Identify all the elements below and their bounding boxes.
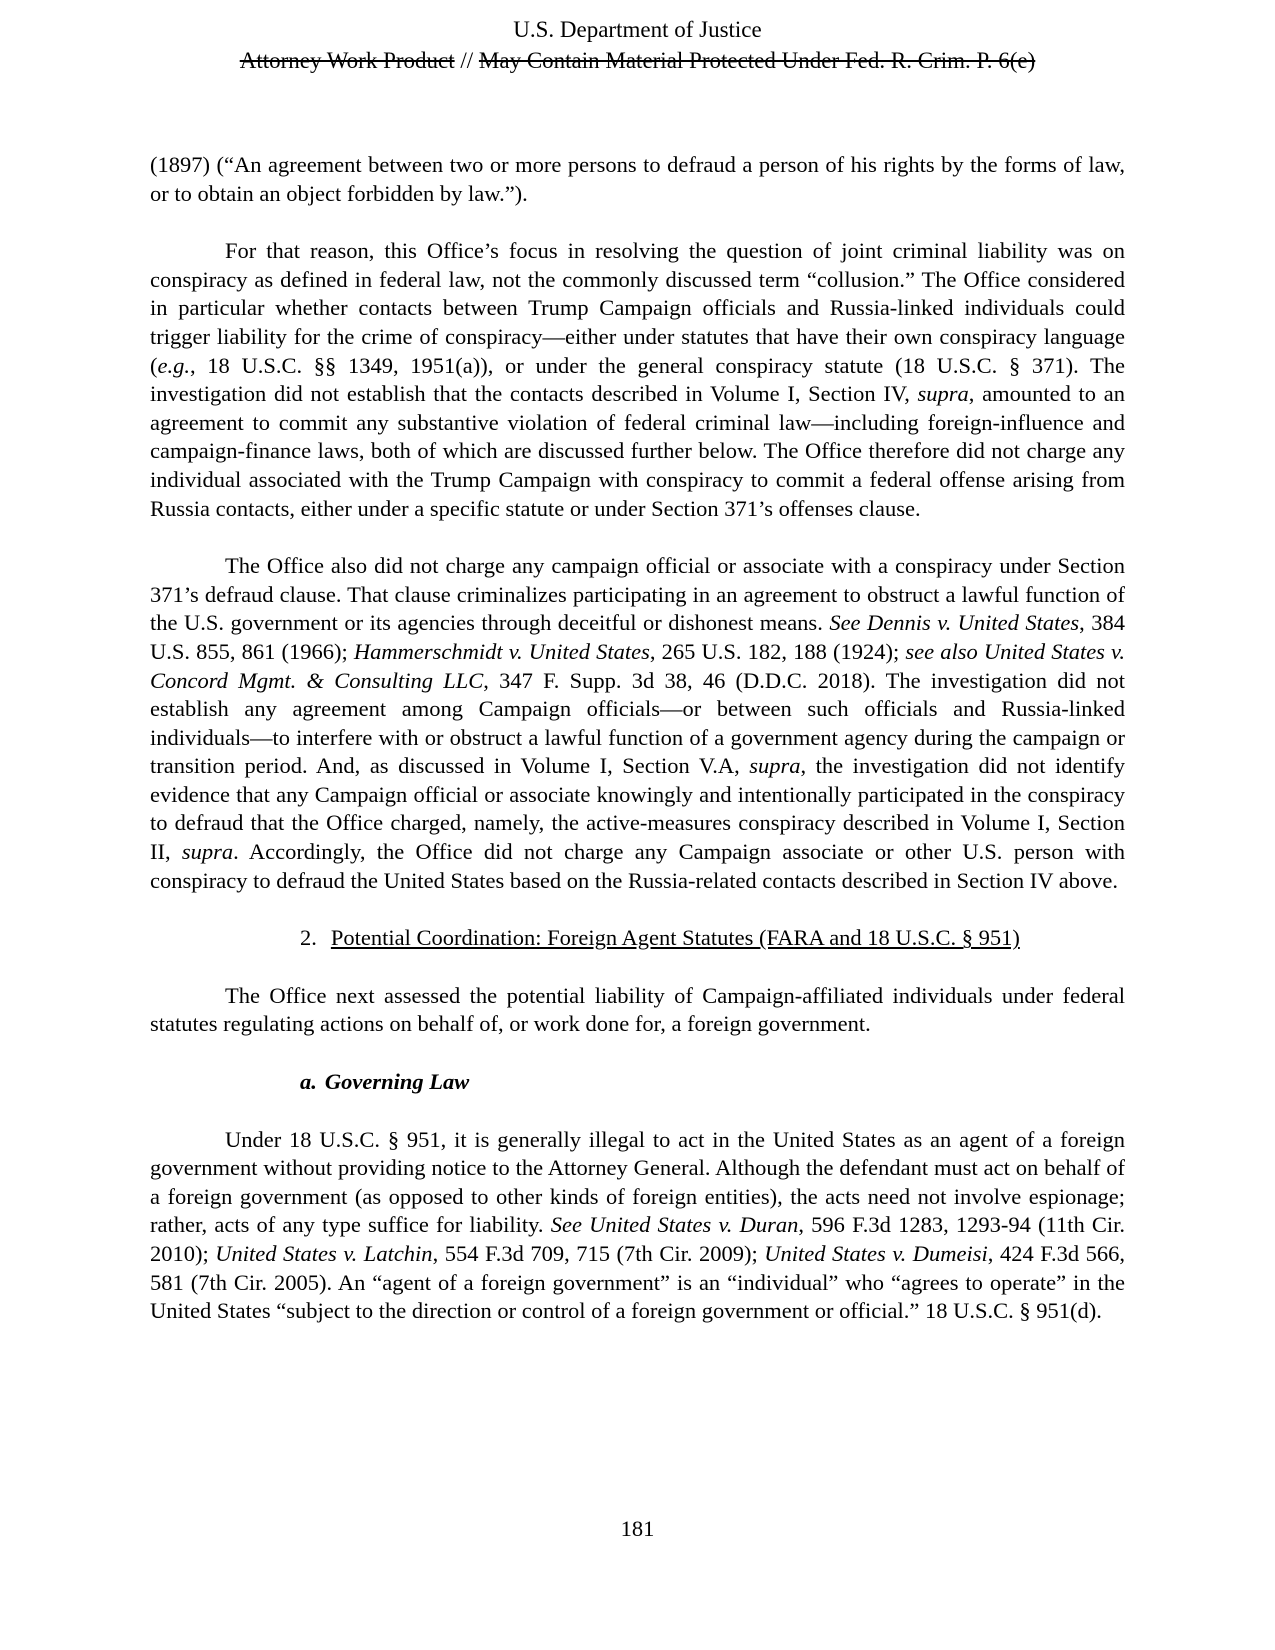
italic-run: supra <box>181 839 234 865</box>
subsection-heading-a <box>150 1068 1125 1097</box>
text-run: , 18 U.S.C. §§ 1349, 1951(a)), or under the general conspiracy statute (18 U.S.C. § 371). The investigation did not establish that the contacts described in Volume I, Section IV, <box>150 352 1125 407</box>
page-number: 181 <box>620 1516 655 1541</box>
text-run: For that reason, this Office’s focus in resolving the question of joint criminal liability was on conspiracy as defined in federal law, not the commonly discussed term “collusion.” The Office considered in particular whether contacts between Trump Campaign officials and Russia-linked individuals could trigger liability for the crime of conspiracy—either under statutes that have their own conspiracy language ( <box>150 238 1125 378</box>
paragraph-defraud-clause <box>150 552 1125 895</box>
text-run: , 424 F.3d 566, 581 (7th Cir. 2005). An “agent of a foreign government” is an “individual” who “agrees to operate” in the United States “subject to the direction or control of a foreign government or official.” 18 U.S.C. § 951(d). <box>150 1241 1125 1324</box>
section-title: Potential Coordination: Foreign Agent Statutes (FARA and 18 U.S.C. § 951) <box>330 925 1020 951</box>
work-product-marking: Attorney Work Product <box>239 48 455 73</box>
department-name: U.S. Department of Justice <box>513 17 762 42</box>
italic-run: supra <box>749 753 801 779</box>
italic-run: supra <box>917 381 969 407</box>
text-run: , 596 F.3d 1283, 1293-94 (11th Cir. 2010); <box>150 1212 1126 1266</box>
italic-run: See United States v. Duran <box>550 1212 799 1238</box>
italic-run: See Dennis v. United States <box>829 610 1080 636</box>
document-body <box>150 151 1125 1355</box>
paragraph-governing-law <box>150 1126 1125 1326</box>
section-number: 2. <box>300 925 317 951</box>
italic-run: United States v. Dumeisi <box>764 1241 988 1266</box>
text-run: The Office also did not charge any campaign official or associate with a conspiracy under Section 371’s defraud clause. That clause criminalizes participating in an agreement to obstruct a lawful function of the U.S. government or its agencies through deceitful or dishonest means. <box>150 553 1125 636</box>
text-run: , amounted to an agreement to commit any substantive violation of federal criminal law—including foreign-influence and campaign-finance laws, both of which are discussed further below. The Office therefore did not charge any individual associated with the Trump Campaign with conspiracy to commit a federal offense arising from Russia contacts, either under a specific statute or under Section 371’s offenses clause. <box>150 381 1125 521</box>
section-heading-2 <box>150 924 1125 953</box>
text-run: , 265 U.S. 182, 188 (1924); <box>649 638 906 664</box>
page-header <box>0 14 1275 76</box>
italic-run: e.g. <box>157 352 190 378</box>
italic-run: Hammerschmidt v. United States <box>353 638 650 664</box>
classification-marking <box>0 45 1275 76</box>
text-run: , 384 U.S. 855, 861 (1966); <box>150 610 1125 664</box>
subsection-letter: a. <box>300 1069 317 1095</box>
text-run: Under 18 U.S.C. § 951, it is generally illegal to act in the United States as an agent of a foreign government without providing notice to the Attorney General. Although the defendant must act on behalf of a foreign government (as opposed to other kinds of foreign entities), the acts need not involve espionage; rather, acts of any type suffice for liability. <box>150 1126 1125 1238</box>
italic-run: United States v. Latchin <box>215 1241 433 1266</box>
paragraph-conspiracy-focus <box>150 237 1125 523</box>
marking-separator: // <box>460 48 474 73</box>
paragraph-foreign-agent-intro <box>150 982 1125 1039</box>
text-run: , 347 F. Supp. 3d 38, 46 (D.D.C. 2018). The investigation did not establish any agreement among Campaign officials—or between such officials and Russia-linked individuals—to interfere with or obstruct a lawful function of a government agency during the campaign or transition period. And, as discussed in Volume I, Section V.A, <box>150 667 1125 779</box>
italic-run: see also United States v. Concord Mgmt. & Consulting LLC <box>150 638 1125 693</box>
subsection-title: Governing Law <box>324 1069 470 1095</box>
grand-jury-marking: May Contain Material Protected Under Fed. R. Crim. P. 6(e) <box>478 48 1036 73</box>
text-run: (1897) (“An agreement between two or more persons to defraud a person of his rights by the forms of law, or to obtain an object forbidden by law.”). <box>150 152 1125 206</box>
text-run: The Office next assessed the potential liability of Campaign-affiliated individuals under federal statutes regulating actions on behalf of, or work done for, a foreign government. <box>150 982 1125 1037</box>
text-run: . Accordingly, the Office did not charge any Campaign associate or other U.S. person with conspiracy to defraud the United States based on the Russia-related contacts described in Section IV above. <box>150 839 1125 893</box>
text-run: , the investigation did not identify evidence that any Campaign official or associate knowingly and intentionally participated in the conspiracy to defraud that the Office charged, namely, the active-measures conspiracy described in Volume I, Section II, <box>150 753 1125 865</box>
paragraph-continuation <box>150 151 1125 208</box>
text-run: , 554 F.3d 709, 715 (7th Cir. 2009); <box>432 1241 765 1266</box>
